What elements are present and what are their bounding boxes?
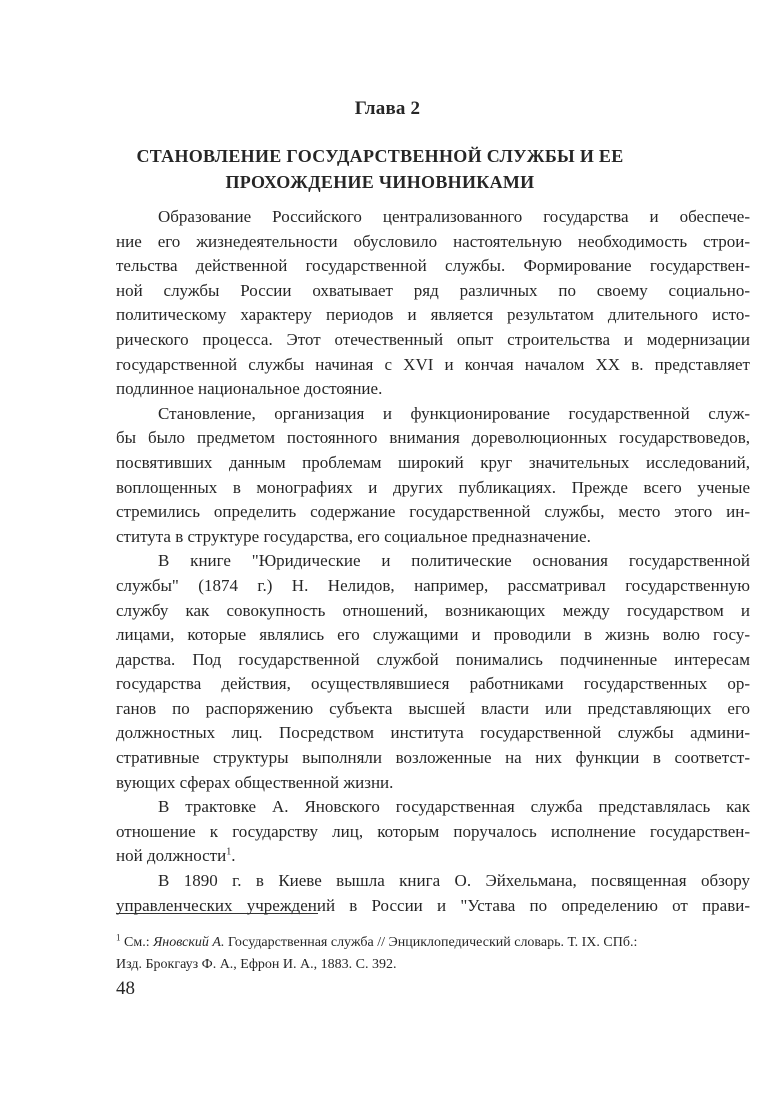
- text-line: Становление, организация и функционирование государственной служ-: [158, 403, 750, 423]
- footnote-divider: [116, 913, 318, 914]
- text-line: должностных лиц. Посредством института государственной службы админи-: [116, 723, 750, 743]
- footnote-author: Яновский А.: [153, 935, 225, 950]
- footnote-marker: 1: [116, 932, 121, 943]
- text-line: Образование Российского централизованного государства и обеспече-: [158, 207, 750, 226]
- page-number: 48: [116, 978, 135, 999]
- text-line: ной должности$^1$.: [116, 846, 236, 866]
- text-line: стремились определить содержание государственной службы, место этого ин-: [116, 502, 750, 522]
- chapter-label: Глава 2: [354, 98, 421, 119]
- paragraph: [116, 869, 750, 918]
- text-line: службу как совокупность отношений, возникающих между государством и: [116, 600, 750, 620]
- footnote-reference[interactable]: 1: [226, 846, 232, 858]
- footnote-text: Государственная служба // Энциклопедический словарь. Т. IX. СПб.:: [227, 935, 638, 950]
- text-line-content: ной должности: [116, 846, 227, 866]
- text-line: стративные структуры выполняли возложенные на них функции в соответст-: [116, 748, 750, 768]
- text-line: политическому характеру периодов и является результатом длительного исто-: [116, 305, 750, 325]
- text-line: тельства действенной государственной службы. Формирование государствен-: [116, 256, 750, 276]
- paragraph: [116, 549, 750, 795]
- text-line: ганов по распоряжению субъекта высшей власти или представляющих его: [116, 698, 750, 718]
- text-line: подлинное национальное достояние.: [116, 379, 383, 399]
- text-line: ние его жизнедеятельности обусловило настоятельную необходимость строи-: [116, 231, 750, 251]
- text-line: В книге "Юридические и политические основания государственной: [158, 551, 750, 571]
- paragraph: [116, 205, 750, 402]
- chapter-title-line-2: ПРОХОЖДЕНИЕ ЧИНОВНИКАМИ: [225, 172, 535, 192]
- body-text: [116, 205, 750, 918]
- text-line: В 1890 г. в Киеве вышла книга О. Эйхельмана, посвященная обзору: [158, 871, 750, 891]
- text-line: бы было предметом постоянного внимания дореволюционных государствоведов,: [116, 428, 750, 448]
- text-line: вующих сферах общественной жизни.: [116, 772, 394, 792]
- chapter-title-line-1: СТАНОВЛЕНИЕ ГОСУДАРСТВЕННОЙ СЛУЖБЫ И ЕЕ: [136, 146, 624, 166]
- text-line: отношение к государству лиц, которым поручалось исполнение государствен-: [116, 821, 750, 841]
- text-line: государства действия, осуществлявшиеся работниками государственных ор-: [116, 674, 750, 694]
- paragraph: [116, 402, 750, 550]
- text-line: службы" (1874 г.) Н. Нелидов, например, рассматривал государственную: [116, 575, 750, 595]
- paragraph: [116, 795, 750, 869]
- footnote-prefix: См.:: [124, 935, 150, 950]
- chapter-title: [120, 143, 640, 195]
- text-line: лицами, которые являлись его служащими и проводили в жизнь волю госу-: [116, 625, 750, 645]
- text-line: посвятивших данным проблемам широкий круг значительных исследований,: [116, 452, 750, 472]
- text-line: В трактовке А. Яновского государственная служба представлялась как: [158, 797, 750, 817]
- text-line: ститута в структуре государства, его социальное предназначение.: [116, 526, 591, 546]
- footnote: [116, 932, 750, 976]
- text-line: воплощенных в монографиях и других публикациях. Прежде всего ученые: [116, 477, 750, 497]
- text-line: управленческих учреждений в России и "Устава по определению от прави-: [116, 895, 750, 915]
- footnote-line: [116, 932, 750, 954]
- text-line: государственной службы начиная с XVI и кончая началом XX в. представляет: [116, 354, 750, 374]
- text-line: ной службы России охватывает ряд различных по своему социально-: [116, 280, 750, 300]
- text-line: рического процесса. Этот отечественный опыт строительства и модернизации: [116, 329, 750, 349]
- text-line: дарства. Под государственной службой понимались подчиненные интересам: [116, 649, 750, 669]
- footnote-line: Изд. Брокгауз Ф. А., Ефрон И. А., 1883. С. 392.: [116, 957, 397, 972]
